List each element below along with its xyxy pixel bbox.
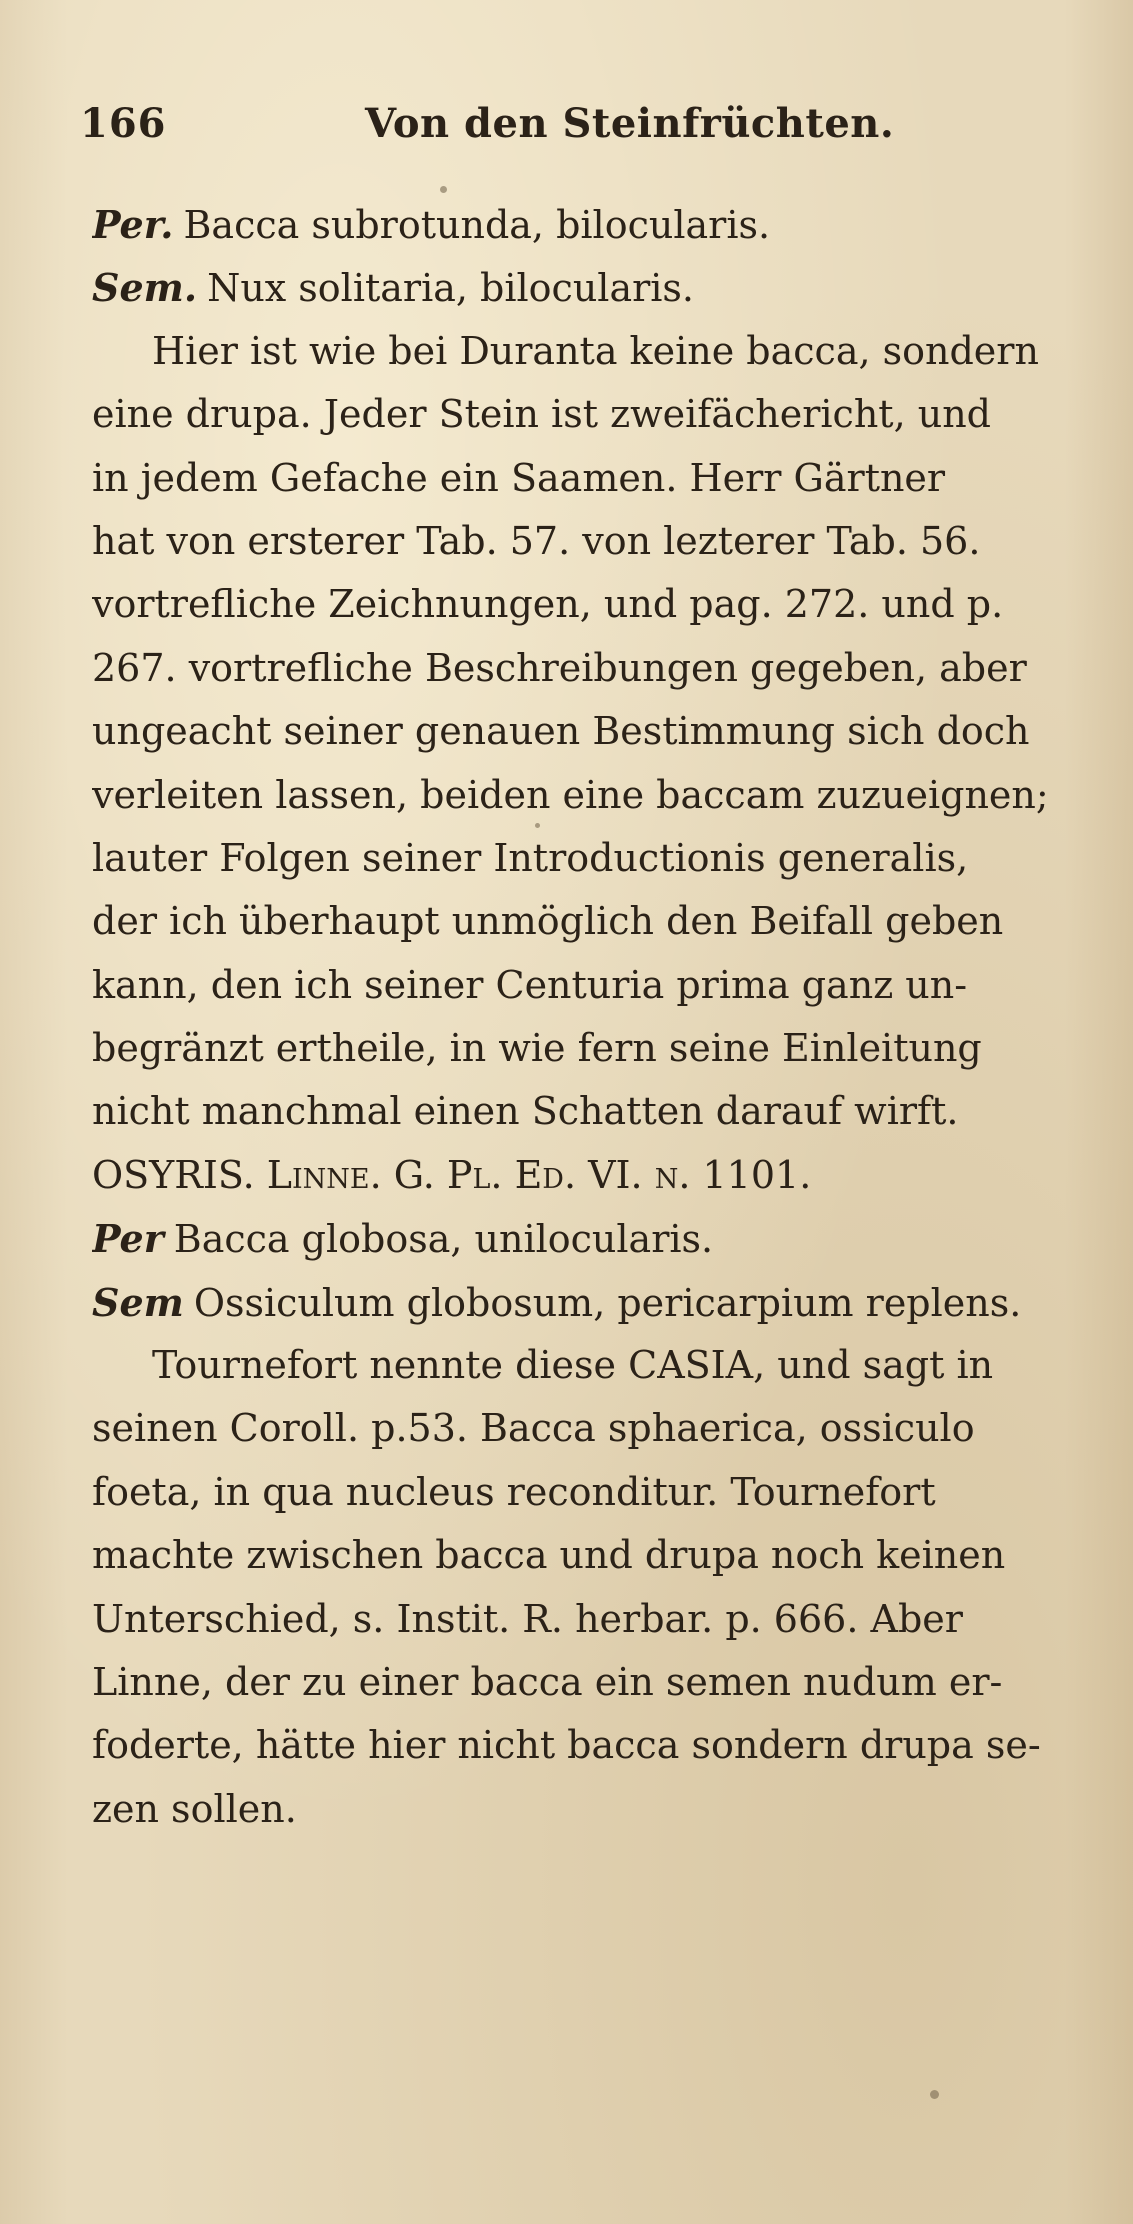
text-line — [92, 1714, 1072, 1777]
line-text: Linne, der zu einer bacca ein semen nudum er- — [92, 1659, 1003, 1704]
line-text: Bacca subrotunda, bilocularis. — [183, 203, 771, 247]
text-line — [92, 1017, 1072, 1080]
line-text: Nux solitaria, bilocularis. — [207, 266, 695, 311]
text-line — [92, 890, 1072, 953]
text-line — [92, 1397, 1072, 1460]
text-line — [92, 1334, 1072, 1397]
line-text: nicht manchmal einen Schatten darauf wirft. — [92, 1089, 959, 1134]
line-text: foderte, hätte hier nicht bacca sondern drupa se- — [92, 1723, 1041, 1768]
text-line — [92, 1461, 1072, 1524]
line-text: lauter Folgen seiner Introductionis generalis, — [92, 835, 969, 880]
text-line — [92, 764, 1072, 827]
text-line — [92, 256, 1072, 319]
text-line — [92, 1651, 1072, 1714]
page-header — [80, 100, 1040, 160]
line-label: Sem. — [92, 265, 198, 311]
text-line — [92, 447, 1072, 510]
text-line — [92, 1778, 1072, 1841]
line-label: Per — [92, 1216, 164, 1262]
line-label: Sem — [92, 1279, 184, 1325]
text-line — [92, 193, 1072, 256]
paper-speck — [930, 2090, 939, 2099]
line-text: in jedem Gefache ein Saamen. Herr Gärtner — [92, 455, 946, 500]
text-line — [92, 827, 1072, 890]
text-line — [92, 1080, 1072, 1143]
line-text: Ossiculum globosum, pericarpium replens. — [193, 1280, 1022, 1325]
text-line — [92, 1207, 1072, 1270]
line-text: Tournefort nennte diese CASIA, und sagt in — [152, 1343, 994, 1388]
line-text: Bacca globosa, unilocularis. — [173, 1217, 714, 1262]
text-line — [92, 573, 1072, 636]
line-text: zen sollen. — [92, 1786, 297, 1831]
line-label: Per. — [92, 202, 174, 247]
line-text: kann, den ich seiner Centuria prima ganz un- — [92, 962, 968, 1007]
line-text: ungeacht seiner genauen Bestimmung sich doch — [92, 709, 1030, 754]
text-line — [92, 320, 1072, 383]
text-line — [92, 1271, 1072, 1334]
text-line — [92, 954, 1072, 1017]
line-text: Unterschied, s. Instit. R. herbar. p. 666. Aber — [92, 1596, 963, 1641]
paper-speck — [440, 186, 447, 193]
line-text: OSYRIS. Linne. G. Pl. Ed. VI. n. 1101. — [92, 1152, 812, 1197]
line-text: machte zwischen bacca und drupa noch keinen — [92, 1533, 1006, 1578]
line-text: hat von ersterer Tab. 57. von lezterer Tab. 56. — [92, 518, 981, 563]
text-line — [92, 1524, 1072, 1587]
text-line — [92, 383, 1072, 446]
text-line — [92, 700, 1072, 763]
line-text: der ich überhaupt unmöglich den Beifall geben — [92, 899, 1004, 944]
page-number: 166 — [80, 100, 167, 147]
body-text — [92, 193, 1072, 1841]
line-text: Hier ist wie bei Duranta keine bacca, sondern — [152, 328, 1039, 373]
line-text: 267. vortrefliche Beschreibungen gegeben, aber — [92, 645, 1027, 690]
running-head: Von den Steinfrüchten. — [365, 100, 895, 147]
text-line — [92, 510, 1072, 573]
line-text: verleiten lassen, beiden eine baccam zuzueignen; — [92, 772, 1049, 817]
line-text: seinen Coroll. p.53. Bacca sphaerica, ossiculo — [92, 1406, 975, 1451]
line-text: eine drupa. Jeder Stein ist zweifächericht, und — [92, 392, 991, 437]
line-text: vortrefliche Zeichnungen, und pag. 272. und p. — [92, 582, 1004, 627]
paper-speck — [535, 823, 540, 828]
text-line — [92, 637, 1072, 700]
text-line — [92, 1144, 1072, 1207]
line-text: foeta, in qua nucleus reconditur. Tournefort — [92, 1469, 936, 1514]
text-line — [92, 1588, 1072, 1651]
line-text: begränzt ertheile, in wie fern seine Einleitung — [92, 1026, 982, 1071]
